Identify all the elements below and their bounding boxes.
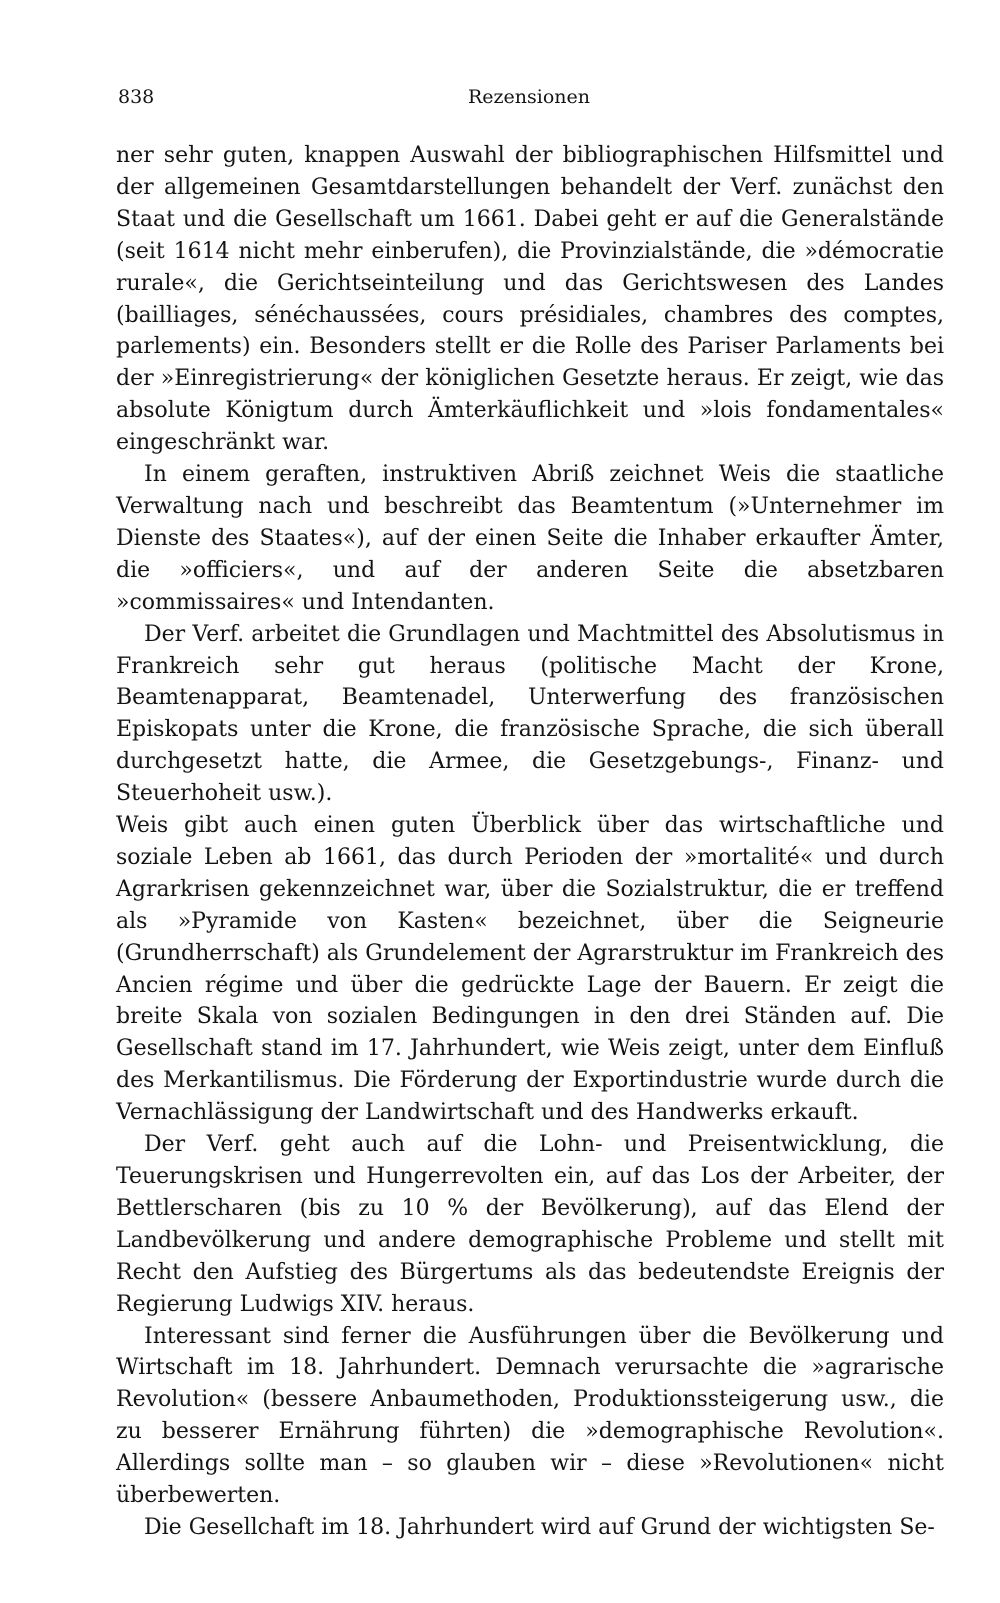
paragraph: Interessant sind ferner die Ausführungen über die Bevölkerung und Wirtschaft im 18. Jahrhundert. Demnach verursachte die »agrarische Revolution« (bessere Anbaumethoden, Produktionssteigerung usw., die zu besserer Ernährung führten) die »demographische Revolution«. Allerdings sollte man – so glauben wir – diese »Revolutionen« nicht überbewerten. xyxy=(116,1323,944,1509)
paragraph: ner sehr guten, knappen Auswahl der bibliographischen Hilfsmittel und der allgemeinen Gesamtdarstellungen behandelt der Verf. zunächst den Staat und die Gesellschaft um 1661. Dabei geht er auf die Generalstände (seit 1614 nicht mehr einberufen), die Provinzialstände, die »démocratie rurale«, die Gerichtseinteilung und das Gerichtswesen des Landes (bailliages, sénéchaussées, cours présidiales, chambres des comptes, parlements) ein. Besonders stellt er die Rolle des Pariser Parlaments bei der »Einregistrierung« der königlichen Gesetzte heraus. Er zeigt, wie das absolute Königtum durch Ämterkäuflichkeit und »lois fondamentales« eingeschränkt war. xyxy=(116,143,944,456)
body-text xyxy=(116,140,944,1544)
paragraph: Der Verf. geht auch auf die Lohn- und Preisentwicklung, die Teuerungskrisen und Hungerrevolten ein, auf das Los der Arbeiter, der Bettlerscharen (bis zu 10 % der Bevölkerung), auf das Elend der Landbevölkerung und andere demographische Probleme und stellt mit Recht den Aufstieg des Bürgertums als das bedeutendste Ereignis der Regierung Ludwigs XIV. heraus. xyxy=(116,1132,944,1317)
paragraph: In einem geraften, instruktiven Abriß zeichnet Weis die staatliche Verwaltung nach und beschreibt das Beamtentum (»Unternehmer im Dienste des Staates«), auf der einen Seite die Inhaber erkaufter Ämter, die »officiers«, und auf der anderen Seite die absetzbaren »commissaires« und Intendanten. xyxy=(116,462,944,615)
paragraph: Weis gibt auch einen guten Überblick über das wirtschaftliche und soziale Leben ab 1661, das durch Perioden der »mortalité« und durch Agrarkrisen gekennzeichnet war, über die Sozialstruktur, die er treffend als »Pyramide von Kasten« bezeichnet, über die Seigneurie (Grundherrschaft) als Grundelement der Agrarstruktur im Frankreich des Ancien régime und über die gedrückte Lage der Bauern. Er zeigt die breite Skala von sozialen Bedingungen in den drei Ständen auf. Die Gesellschaft stand im 17. Jahrhundert, wie Weis zeigt, unter dem Einfluß des Merkantilismus. Die Förderung der Exportindustrie wurde durch die Vernachlässigung der Landwirtschaft und des Handwerks erkauft. xyxy=(116,813,944,1126)
page-header xyxy=(118,86,940,112)
paragraph: Der Verf. arbeitet die Grundlagen und Machtmittel des Absolutismus in Frankreich sehr gut heraus (politische Macht der Krone, Beamtenapparat, Beamtenadel, Unterwerfung des französischen Episkopats unter die Krone, die französische Sprache, die sich überall durchgesetzt hatte, die Armee, die Gesetzgebungs-, Finanz- und Steuerhoheit usw.). xyxy=(116,621,944,807)
paragraph: Die Gesellchaft im 18. Jahrhundert wird auf Grund der wichtigsten Se- xyxy=(144,1514,935,1540)
running-head: Rezensionen xyxy=(467,86,591,108)
page-number: 838 xyxy=(118,86,155,108)
